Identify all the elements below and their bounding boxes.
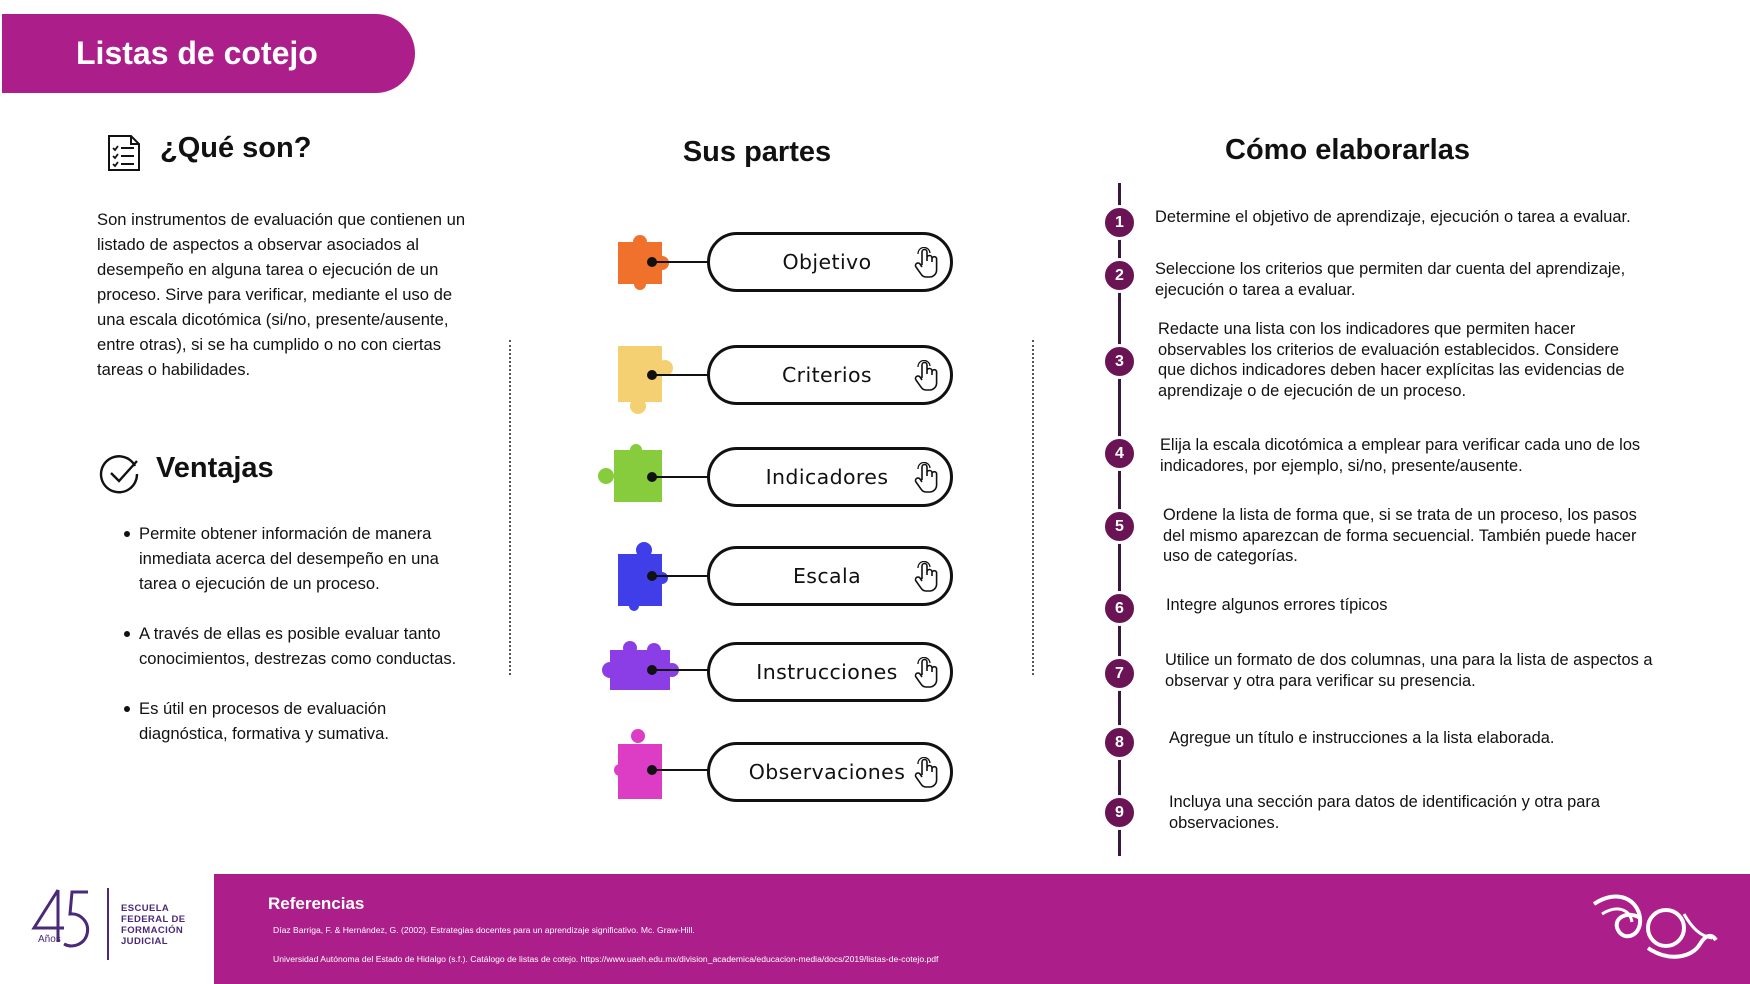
reference-item: Díaz Barriga, F. & Hernández, G. (2002). Estrategias docentes para un aprendizaje significativo. Mc. Graw-Hill.	[273, 925, 695, 935]
ventajas-title: Ventajas	[156, 452, 274, 484]
part-label: Observaciones	[748, 760, 906, 784]
que-son-text: Son instrumentos de evaluación que contienen un listado de aspectos a observar asociados al desempeño en alguna tarea o ejecución de un proceso. Sirve para verificar, mediante el uso de una escala dicotómica (si/no, presente/ausente, entre otras), si se ha cumplido o no con ciertas tareas o habilidades.	[97, 210, 466, 379]
part-instrucciones-button[interactable]	[707, 642, 953, 702]
step-number: 5	[1102, 509, 1137, 544]
step-text: Determine el objetivo de aprendizaje, ejecución o tarea a evaluar.	[1155, 208, 1631, 226]
step-number: 2	[1102, 258, 1137, 293]
part-label: Indicadores	[765, 465, 889, 489]
step-text: Redacte una lista con los indicadores que permiten hacer observables los criterios de evaluación establecidos. Considere que dichos indicadores deben hacer explícitas las evidencias de aprendizaje o de ejecución de un proceso.	[1158, 320, 1625, 400]
logo-anos-text: Años	[38, 934, 61, 945]
step-number: 3	[1102, 344, 1137, 379]
part-label: Instrucciones	[756, 660, 898, 684]
step-number: 6	[1102, 591, 1137, 626]
part-observaciones-button[interactable]	[707, 742, 953, 802]
ventaja-item: Es útil en procesos de evaluación diagnóstica, formativa y sumativa.	[123, 696, 463, 746]
logo-word: FORMACIÓN	[121, 925, 184, 936]
step-number: 7	[1102, 656, 1137, 691]
step-number: 1	[1102, 205, 1137, 240]
checklist-document-icon	[105, 132, 143, 174]
part-indicadores-button[interactable]	[707, 447, 953, 507]
logo-wordmark	[121, 903, 186, 947]
wave-logo-icon	[1588, 888, 1718, 964]
part-criterios-button[interactable]	[707, 345, 953, 405]
step-text: Utilice un formato de dos columnas, una para la lista de aspectos a observar y otra para verificar su presencia.	[1165, 651, 1653, 690]
part-escala-button[interactable]	[707, 546, 953, 606]
step-number: 4	[1102, 436, 1137, 471]
que-son-title: ¿Qué son?	[160, 132, 312, 164]
column-divider	[509, 340, 511, 675]
step-number: 9	[1102, 795, 1137, 830]
step-text: Ordene la lista de forma que, si se trata de un proceso, los pasos del mismo aparezcan de forma secuencial. También puede hacer uso de categorías.	[1163, 506, 1637, 565]
reference-item: Universidad Autónoma del Estado de Hidalgo (s.f.). Catálogo de listas de cotejo. https://www.uaeh.edu.mx/division_academica/educacion-media/docs/2019/listas-de-cotejo.pdf	[273, 954, 939, 964]
step-text: Seleccione los criterios que permiten dar cuenta del aprendizaje, ejecución o tarea a evaluar.	[1155, 260, 1626, 299]
part-label: Escala	[792, 564, 862, 588]
column-divider	[1032, 340, 1034, 675]
hand-pointer-icon	[912, 657, 940, 689]
references-title: Referencias	[268, 894, 365, 913]
hand-pointer-icon	[912, 360, 940, 392]
part-objetivo-button[interactable]	[707, 232, 953, 292]
hand-pointer-icon	[912, 462, 940, 494]
puzzle-piece-icon	[602, 641, 679, 690]
step-text: Elija la escala dicotómica a emplear para verificar cada uno de los indicadores, por ejemplo, si/no, presente/ausente.	[1160, 436, 1641, 475]
puzzle-piece-icon	[618, 346, 673, 414]
partes-title: Sus partes	[682, 136, 832, 168]
hand-pointer-icon	[912, 757, 940, 789]
puzzle-pieces	[590, 210, 720, 810]
ventaja-item: A través de ellas es posible evaluar tanto conocimientos, destrezas como conductas.	[123, 621, 463, 671]
step-text: Integre algunos errores típicos	[1166, 596, 1388, 614]
ventajas-list	[123, 521, 463, 771]
hand-pointer-icon	[912, 561, 940, 593]
logo-separator	[107, 888, 109, 960]
page-title: Listas de cotejo	[76, 35, 318, 71]
puzzle-piece-icon	[614, 729, 662, 799]
step-number: 8	[1102, 725, 1137, 760]
escuela-45-logo	[30, 884, 102, 960]
check-circle-icon	[99, 452, 141, 494]
part-label: Objetivo	[782, 250, 872, 274]
ventaja-item: Permite obtener información de manera inmediata acerca del desempeño en una tarea o ejecución de un proceso.	[123, 521, 463, 596]
hand-pointer-icon	[912, 247, 940, 279]
logo-word: ESCUELA	[121, 903, 170, 914]
como-title: Cómo elaborarlas	[1225, 134, 1470, 166]
logo-word: FEDERAL DE	[121, 914, 186, 925]
title-banner	[2, 14, 415, 93]
step-text: Incluya una sección para datos de identificación y otra para observaciones.	[1169, 793, 1600, 832]
logo-word: JUDICIAL	[121, 936, 169, 947]
step-text: Agregue un título e instrucciones a la lista elaborada.	[1169, 729, 1555, 747]
part-label: Criterios	[781, 363, 873, 387]
